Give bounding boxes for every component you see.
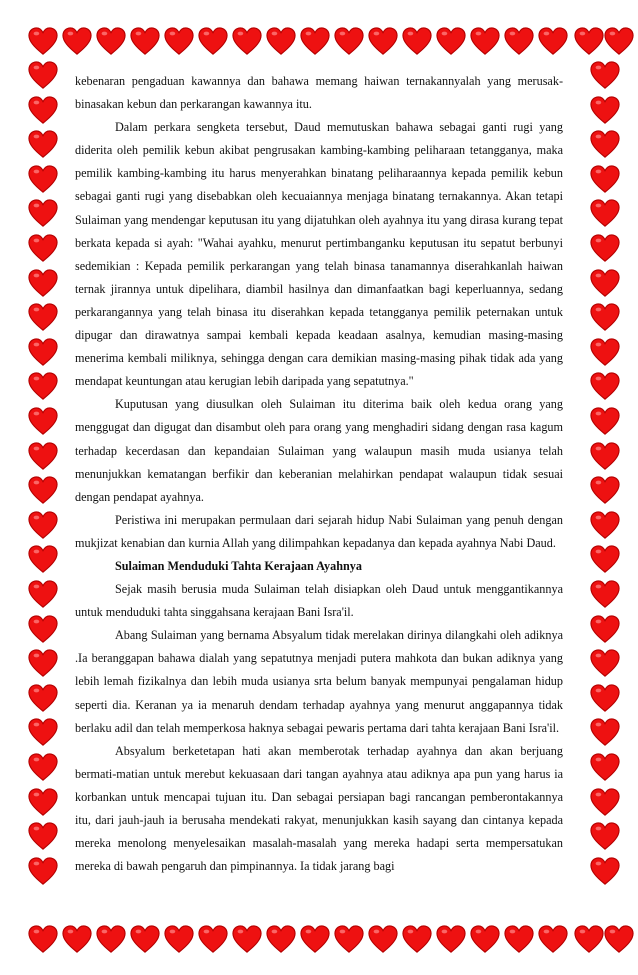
heart-icon: [590, 821, 620, 851]
heart-icon: [590, 752, 620, 782]
heart-icon: [28, 648, 58, 678]
heart-icon: [28, 26, 58, 56]
paragraph-3: Kuputusan yang diusulkan oleh Sulaiman itu diterima baik oleh kedua orang yang menggugat dan digugat dan disambut oleh para orang yang menghadiri sidang dengan rasa kagum terhadap kecerdasan dan kepandaian Sulaiman yang walaupun masih muda usianya telah menunjukkan kematangan berfikir dan keberanian melahirkan pendapat walaupun tidak sesuai dengan pendapat ayahnya.: [75, 397, 563, 504]
heart-icon: [28, 406, 58, 436]
heart-icon: [590, 268, 620, 298]
heart-icon: [334, 924, 364, 954]
heart-icon: [590, 683, 620, 713]
heart-icon: [28, 752, 58, 782]
heart-icon: [590, 302, 620, 332]
heart-icon: [96, 924, 126, 954]
heart-icon: [590, 510, 620, 540]
heart-icon: [590, 614, 620, 644]
heart-icon: [368, 26, 398, 56]
heart-icon: [28, 198, 58, 228]
heart-icon: [402, 26, 432, 56]
paragraph-5: Sejak masih berusia muda Sulaiman telah disiapkan oleh Daud untuk menggantikannya untuk menduduki tahta singgahsana kerajaan Bani Isra'il.: [75, 582, 563, 620]
heart-icon: [28, 337, 58, 367]
heart-icon: [590, 579, 620, 609]
heart-icon: [28, 95, 58, 125]
heart-icon: [436, 924, 466, 954]
heart-icon: [130, 26, 160, 56]
heart-icon: [266, 26, 296, 56]
heart-icon: [198, 26, 228, 56]
heart-icon: [590, 164, 620, 194]
heart-icon: [232, 924, 262, 954]
heart-icon: [28, 924, 58, 954]
heart-icon: [28, 302, 58, 332]
heart-icon: [590, 406, 620, 436]
heart-icon: [590, 441, 620, 471]
heart-icon: [590, 717, 620, 747]
heart-icon: [538, 924, 568, 954]
heart-icon: [574, 924, 604, 954]
heart-icon: [590, 198, 620, 228]
heart-icon: [28, 233, 58, 263]
heart-icon: [436, 26, 466, 56]
heart-icon: [590, 648, 620, 678]
heart-icon: [164, 924, 194, 954]
heart-icon: [300, 924, 330, 954]
heart-icon: [130, 924, 160, 954]
document-body: [75, 70, 563, 878]
heart-icon: [604, 26, 634, 56]
heart-icon: [590, 337, 620, 367]
heart-icon: [28, 856, 58, 886]
paragraph-1: kebenaran pengaduan kawannya dan bahawa memang haiwan ternakannyalah yang merusak-binasakan kebun dan perkarangan kawannya itu.: [75, 74, 563, 112]
heart-icon: [504, 26, 534, 56]
heart-icon: [164, 26, 194, 56]
heart-icon: [590, 544, 620, 574]
heart-icon: [62, 26, 92, 56]
heart-icon: [590, 371, 620, 401]
heart-icon: [590, 856, 620, 886]
heart-icon: [368, 924, 398, 954]
heart-icon: [574, 26, 604, 56]
heart-icon: [28, 441, 58, 471]
heart-icon: [28, 475, 58, 505]
paragraph-6: Abang Sulaiman yang bernama Absyalum tidak merelakan dirinya dilangkahi oleh adiknya .Ia beranggapan bahawa dialah yang sepatutnya menjadi putera mahkota dan bukan adiknya yang lebih lemah fizikalnya dan lebih muda usianya srta belum banyak mempunyai pengalaman hidup seperti dia. Keranan ya ia menaruh dendam terhadap ayahnya yang menurut anggapannya tidak berlaku adil dan telah memperkosa haknya sebagai pewaris pertama dari tahta kerajaan Bani Isra'il.: [75, 628, 563, 735]
heart-icon: [590, 129, 620, 159]
heart-icon: [28, 129, 58, 159]
heart-icon: [28, 579, 58, 609]
heart-icon: [28, 717, 58, 747]
heart-icon: [604, 924, 634, 954]
heart-icon: [28, 544, 58, 574]
heart-icon: [590, 787, 620, 817]
section-heading: Sulaiman Menduduki Tahta Kerajaan Ayahnya: [115, 558, 362, 573]
heart-icon: [504, 924, 534, 954]
heart-icon: [232, 26, 262, 56]
heart-icon: [28, 510, 58, 540]
heart-icon: [402, 924, 432, 954]
heart-icon: [28, 787, 58, 817]
heart-icon: [590, 60, 620, 90]
heart-icon: [28, 614, 58, 644]
heart-icon: [300, 26, 330, 56]
paragraph-2: Dalam perkara sengketa tersebut, Daud memutuskan bahawa sebagai ganti rugi yang diderita oleh pemilik kebun akibat pengrusakan kambing-kambing peliharaan tetangganya, maka pemilik kambing-kambing itu harus menyerahkan binatang peliharaannya kepada pemilik kebun sebagai ganti rugi yang disebabkan oleh kecuaiannya menjaga binatang ternakannya. Akan tetapi Sulaiman yang mendengar keputusan itu yang dijatuhkan oleh ayahnya itu yang dirasa kurang tepat berkata kepada si ayah: "Wahai ayahku, menurut pertimbanganku keputusan itu sepatut berbunyi sedemikian : Kepada pemilik perkarangan yang telah binasa tanamannya diserahkanlah haiwan ternak jirannya untuk dipelihara, diambil hasilnya dan dimanfaatkan bagi keperluannya, sedang perkarangannya yang telah binasa itu diserahkan kepada tetangganya pemilik peternakan untuk dipugar dan dirawatnya sampai kembali kepada keadaan asalnya, kemudian masing-masing menerima kembali miliknya, sehingga dengan cara demikian masing-masing pihak tidak ada yang mendapat keuntungan atau kerugian lebih daripada yang sepatutnya.": [75, 120, 563, 389]
heart-icon: [28, 371, 58, 401]
heart-icon: [590, 233, 620, 263]
heart-icon: [28, 164, 58, 194]
heart-icon: [538, 26, 568, 56]
heart-icon: [470, 26, 500, 56]
heart-icon: [62, 924, 92, 954]
heart-icon: [96, 26, 126, 56]
heart-icon: [590, 95, 620, 125]
heart-icon: [334, 26, 364, 56]
paragraph-4: Peristiwa ini merupakan permulaan dari sejarah hidup Nabi Sulaiman yang penuh dengan mukjizat kenabian dan kurnia Allah yang dilimpahkan kepadanya dan kepada ayahnya Nabi Daud.: [75, 512, 563, 550]
heart-icon: [470, 924, 500, 954]
heart-icon: [266, 924, 296, 954]
heart-icon: [28, 683, 58, 713]
heart-icon: [28, 268, 58, 298]
heart-icon: [198, 924, 228, 954]
heart-icon: [28, 60, 58, 90]
heart-icon: [590, 475, 620, 505]
heart-icon: [28, 821, 58, 851]
paragraph-7: Absyalum berketetapan hati akan memberotak terhadap ayahnya dan akan berjuang bermati-matian untuk merebut kekuasaan dari tangan ayahnya atau adiknya apa pun yang harus ia korbankan untuk mencapai tujuan itu. Dan sebagai persiapan bagi rancangan pemberontakannya itu, dari jauh-jauh ia berusaha mendekati rakyat, menunjukkan kasih sayang dan cintanya kepada mereka menolong menyelesaikan masalah-masalah yang mereka hadapi serta mempersatukan mereka di bawah pengaruh dan pimpinannya. Ia tidak jarang bagi: [75, 743, 563, 874]
